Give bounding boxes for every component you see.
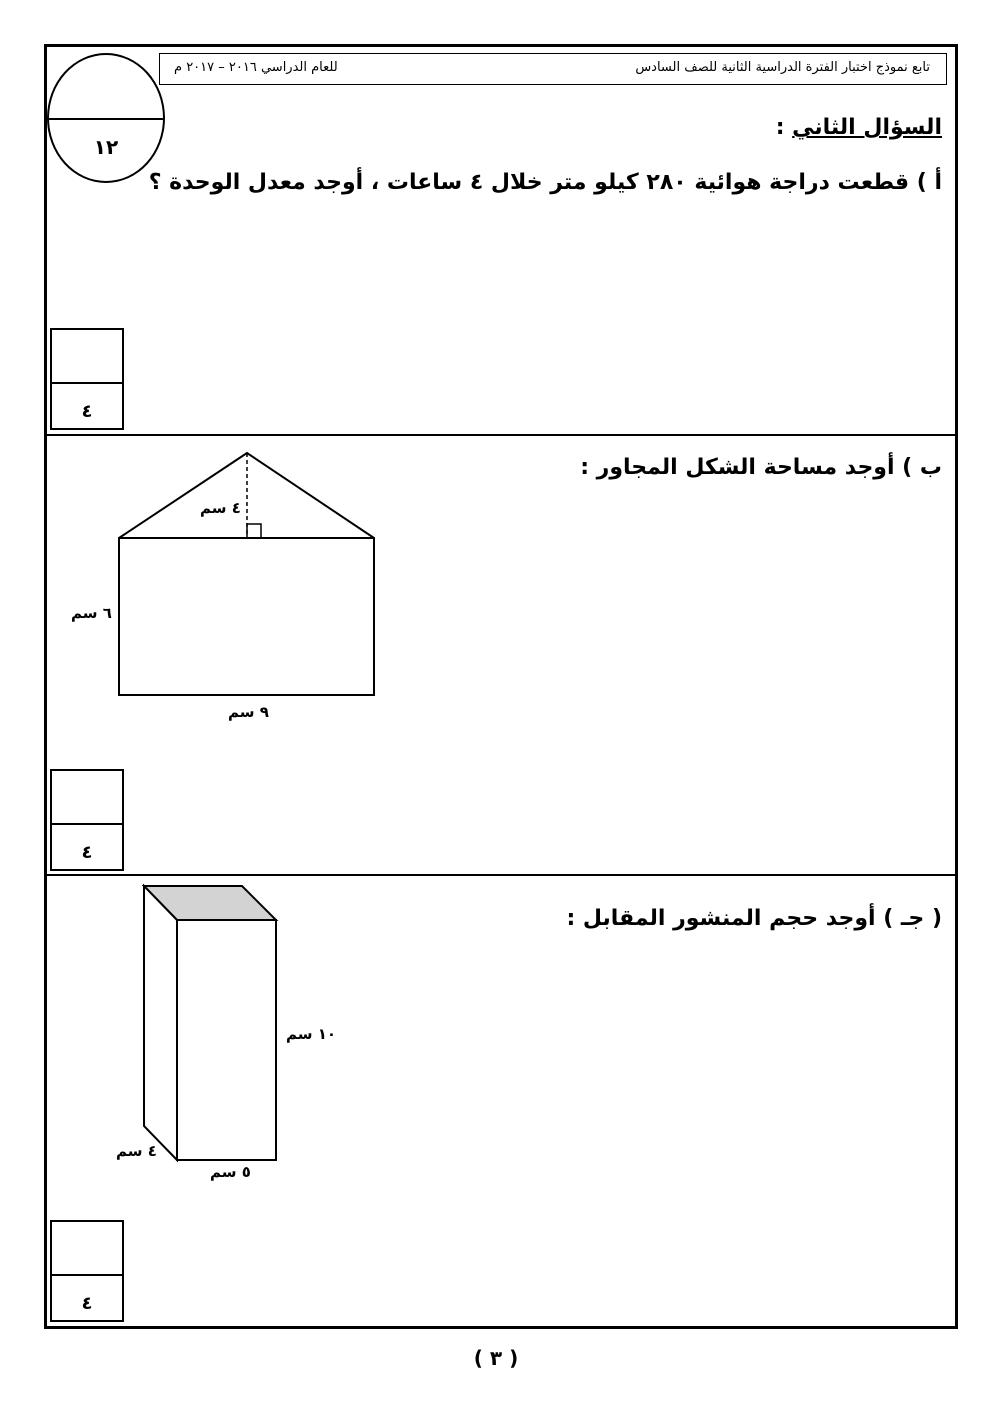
question-b-score-box[interactable]: [50, 769, 124, 871]
figure-b-height-label: ٤ سم: [200, 499, 241, 517]
question-b-mark: ٤: [81, 842, 93, 863]
page-number: ( ٣ ): [473, 1346, 519, 1370]
score-divider: [52, 823, 122, 825]
figure-b-base-label: ٩ سم: [228, 703, 269, 721]
figure-c-side-face: [144, 886, 177, 1160]
section-divider-2: [44, 874, 958, 876]
header-exam-title: تابع نموذج اختبار الفترة الدراسية الثانية للصف السادس: [635, 60, 930, 75]
question-c-text: ( جـ ) أوجد حجم المنشور المقابل :: [566, 906, 942, 931]
section-title-colon: :: [775, 115, 793, 140]
figure-b-side-label: ٦ سم: [71, 604, 112, 622]
total-mark-value: ١٢: [93, 135, 119, 159]
figure-c-front-face: [177, 920, 276, 1160]
score-divider: [52, 1274, 122, 1276]
section-title-text: السؤال الثاني: [792, 115, 942, 140]
header-school-year: للعام الدراسي ٢٠١٦ – ٢٠١٧ م: [174, 60, 338, 75]
question-a-text: أ ) قطعت دراجة هوائية ٢٨٠ كيلو متر خلال ٤ ساعات ، أوجد معدل الوحدة ؟: [148, 170, 942, 195]
right-angle-marker: [247, 524, 261, 538]
figure-c-height-label: ١٠ سم: [286, 1025, 337, 1043]
question-c-mark: ٤: [81, 1293, 93, 1314]
figure-b-rectangle: [119, 538, 374, 695]
question-a-mark: ٤: [81, 401, 93, 422]
figure-c-width-label: ٥ سم: [210, 1163, 251, 1181]
question-c-score-box[interactable]: [50, 1220, 124, 1322]
figure-c-depth-label: ٤ سم: [116, 1142, 157, 1160]
question-b-text: ب ) أوجد مساحة الشكل المجاور :: [580, 455, 942, 480]
